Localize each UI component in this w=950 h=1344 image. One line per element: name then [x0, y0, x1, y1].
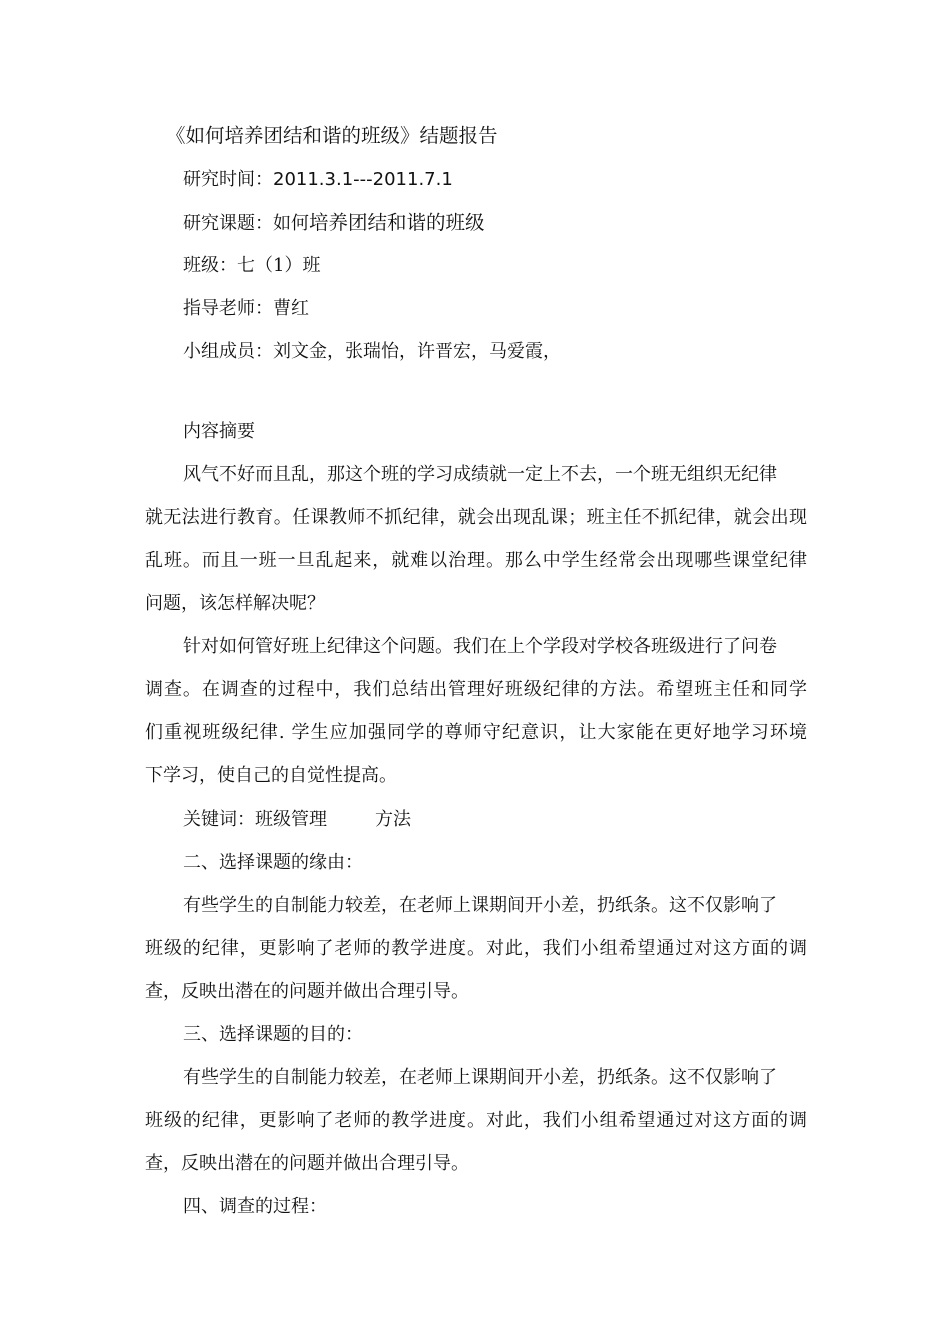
keywords-label: 关键词：班级管理: [183, 809, 327, 830]
section2-line-1: 有些学生的自制能力较差，在老师上课期间开小差，扔纸条。这不仅影响了: [183, 895, 777, 916]
section3-line-3: 查，反映出潜在的问题并做出合理引导。: [145, 1153, 469, 1174]
members-info: 小组成员：刘文金，张瑞怡，许晋宏，马爱霞，: [183, 341, 561, 362]
research-topic-label: 研究课题：如何: [183, 213, 309, 234]
section2-line-3: 查，反映出潜在的问题并做出合理引导。: [145, 981, 469, 1002]
abstract-heading: 内容摘要: [183, 421, 255, 442]
abstract-p1-line-3: 乱班。而且一班一旦乱起来，就难以治理。那么中学生经常会出现哪些课堂纪律: [145, 550, 807, 571]
research-topic: [183, 211, 485, 236]
section3-line-1: 有些学生的自制能力较差，在老师上课期间开小差，扔纸条。这不仅影响了: [183, 1067, 777, 1088]
keywords-second: 方法: [375, 809, 411, 830]
research-topic-value: 培养团结和谐的班级: [309, 211, 485, 234]
research-time-value: 2011.3.1---2011.7.1: [273, 169, 453, 190]
abstract-p2-line-3: 们重视班级纪律. 学生应加强同学的尊师守纪意识，让大家能在更好地学习环境: [145, 722, 807, 743]
advisor-info: 指导老师：曹红: [183, 298, 309, 319]
section3-line-2: 班级的纪律，更影响了老师的教学进度。对此，我们小组希望通过对这方面的调: [145, 1110, 807, 1131]
abstract-p2-line-2: 调查。在调查的过程中，我们总结出管理好班级纪律的方法。希望班主任和同学: [145, 679, 807, 700]
section3-heading: 三、选择课题的目的：: [183, 1024, 363, 1045]
research-time-label: 研究时间：: [183, 169, 273, 190]
class-info: 班级：七（1）班: [183, 255, 321, 276]
section2-heading: 二、选择课题的缘由：: [183, 852, 363, 873]
abstract-p1-line-1: 风气不好而且乱，那这个班的学习成绩就一定上不去，一个班无组织无纪律: [183, 464, 777, 485]
abstract-p2-line-1: 针对如何管好班上纪律这个问题。我们在上个学段对学校各班级进行了问卷: [183, 636, 777, 657]
keywords: [183, 808, 411, 832]
section2-line-2: 班级的纪律，更影响了老师的教学进度。对此，我们小组希望通过对这方面的调: [145, 938, 807, 959]
abstract-p1-line-2: 就无法进行教育。任课教师不抓纪律，就会出现乱课；班主任不抓纪律，就会出现: [145, 507, 807, 528]
report-title: 《如何培养团结和谐的班级》结题报告: [166, 124, 498, 147]
section4-heading: 四、调查的过程：: [183, 1196, 327, 1217]
abstract-p2-line-4: 下学习，使自己的自觉性提高。: [145, 765, 397, 786]
abstract-p1-line-4: 问题，该怎样解决呢？: [145, 593, 325, 614]
research-time: [183, 168, 453, 192]
